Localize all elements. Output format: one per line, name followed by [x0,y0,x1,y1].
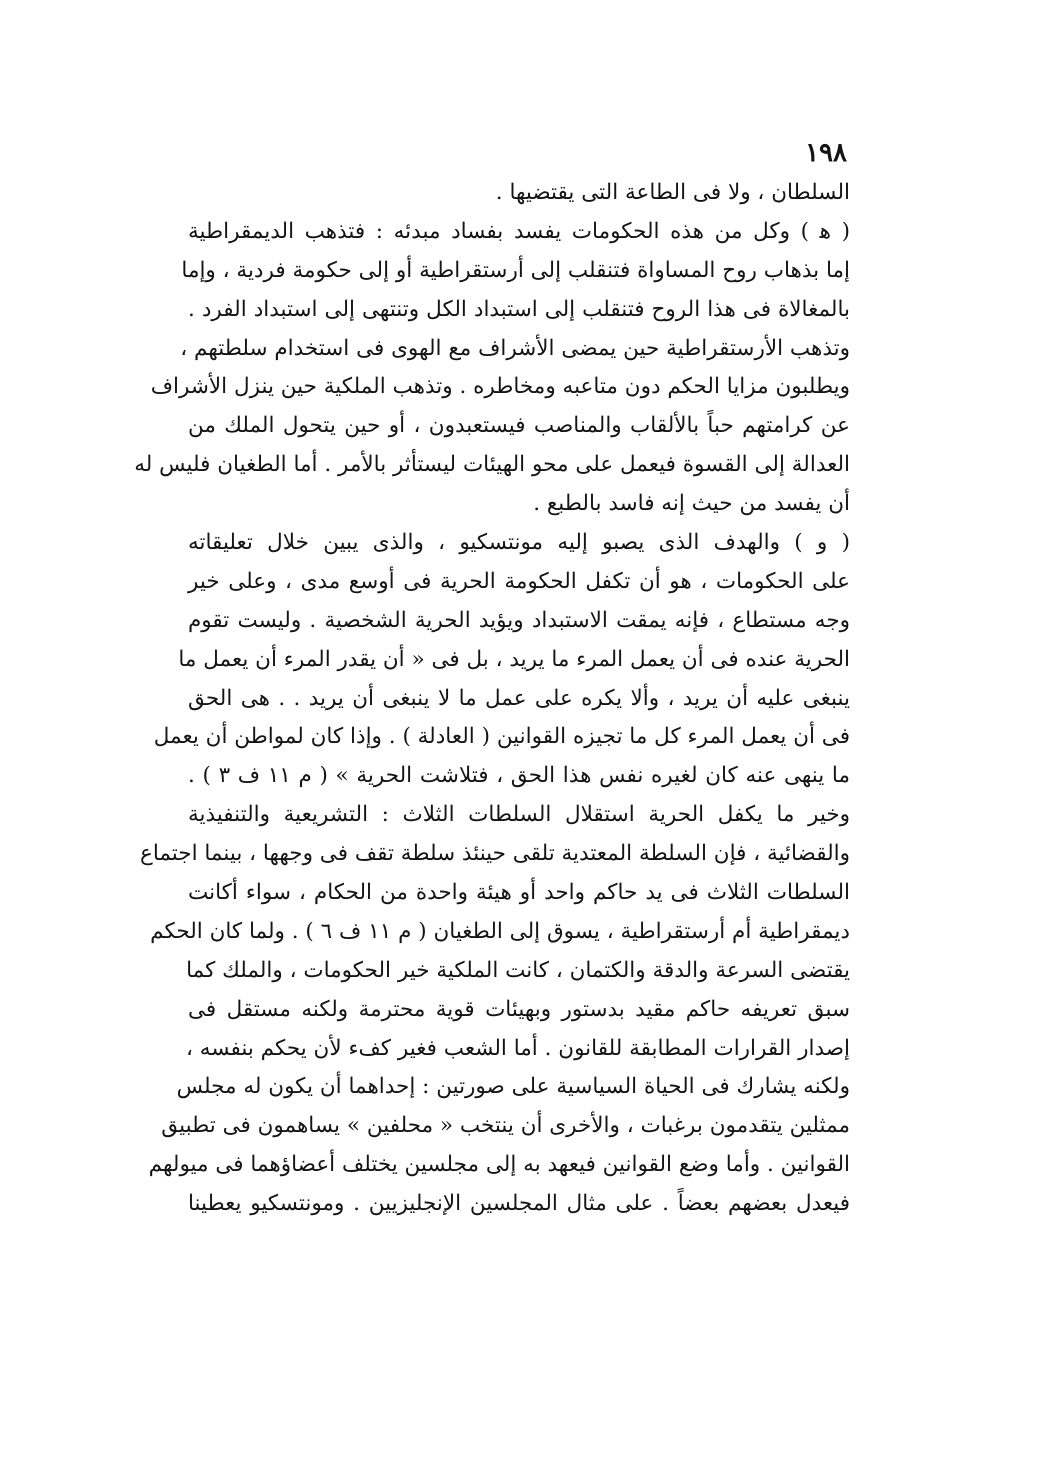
text-line: فى أن يعمل المرء كل ما تجيزه القوانين ( العادلة ) . وإذا كان لمواطن أن يعمل [153,724,850,750]
text-line: والقضائية ، فإن السلطة المعتدية تلقى حينئذ سلطة تقف فى وجهها ، بينما اجتماع [139,841,850,867]
text-line: على الحكومات ، هو أن تكفل الحكومة الحرية فى أوسع مدى ، وعلى خير [188,568,850,594]
text-line: ممثلين يتقدمون برغبات ، والأخرى أن ينتخب « محلفين » يساهمون فى تطبيق [161,1113,850,1139]
text-line: إما بذهاب روح المساواة فتنقلب إلى أرستقراطية أو إلى حكومة فردية ، وإما [181,257,850,283]
text-line: فيعدل بعضهم بعضاً . على مثال المجلسين الإنجليزيين . ومونتسكيو يعطينا [188,1191,850,1217]
text-line: وخير ما يكفل الحرية استقلال السلطات الثلاث : التشريعية والتنفيذية [188,802,850,828]
text-line: عن كرامتهم حباً بالألقاب والمناصب فيستعبدون ، أو حين يتحول الملك من [188,413,850,439]
text-line: سبق تعريفه حاكم مقيد بدستور وبهيئات قوية محترمة ولكنه مستقل فى [188,996,850,1022]
text-line: ينبغى عليه أن يريد ، وألا يكره على عمل ما لا ينبغى أن يريد . . هى الحق [188,685,850,711]
page-number: ١٩٨ [805,138,847,168]
text-line: وجه مستطاع ، فإنه يمقت الاستبداد ويؤيد الحرية الشخصية . وليست تقوم [188,607,850,633]
text-line: ولكنه يشارك فى الحياة السياسية على صورتين : إحداهما أن يكون له مجلس [176,1074,850,1100]
text-line: إصدار القرارات المطابقة للقانون . أما الشعب فغير كفء لأن يحكم بنفسه ، [186,1035,850,1061]
text-line: ( ﻫ ) وكل من هذه الحكومات يفسد بفساد مبدئه : فتذهب الديمقراطية [188,218,850,244]
text-line: ويطلبون مزايا الحكم دون متاعبه ومخاطره . وتذهب الملكية حين ينزل الأشراف [150,374,850,400]
text-line: أن يفسد من حيث إنه فاسد بالطبع . [533,491,850,517]
body-text [134,174,850,1224]
text-line: السلطان ، ولا فى الطاعة التى يقتضيها . [495,180,850,205]
text-line: وتذهب الأرستقراطية حين يمضى الأشراف مع الهوى فى استخدام سلطتهم ، [180,335,850,361]
text-line: القوانين . وأما وضع القوانين فيعهد به إلى مجلسين يختلف أعضاؤهما فى ميولهم [148,1152,850,1178]
text-line: العدالة إلى القسوة فيعمل على محو الهيئات ليستأثر بالأمر . أما الطغيان فليس له [134,452,850,478]
text-line: ما ينهى عنه كان لغيره نفس هذا الحق ، فتلاشت الحرية » ( م ١١ ف ٣ ) . [188,763,850,789]
text-line: بالمغالاة فى هذا الروح فتنقلب إلى استبداد الكل وتنتهى إلى استبداد الفرد . [188,296,850,322]
text-line: الحرية عنده فى أن يعمل المرء ما يريد ، بل فى « أن يقدر المرء أن يعمل ما [178,646,850,672]
text-line: ( و ) والهدف الذى يصبو إليه مونتسكيو ، والذى يبين خلال تعليقاته [188,530,850,556]
text-line: السلطات الثلاث فى يد حاكم واحد أو هيئة واحدة من الحكام ، سواء أكانت [188,880,850,906]
text-line: يقتضى السرعة والدقة والكتمان ، كانت الملكية خير الحكومات ، والملك كما [186,957,850,983]
text-line: ديمقراطية أم أرستقراطية ، يسوق إلى الطغيان ( م ١١ ف ٦ ) . ولما كان الحكم [150,918,850,944]
